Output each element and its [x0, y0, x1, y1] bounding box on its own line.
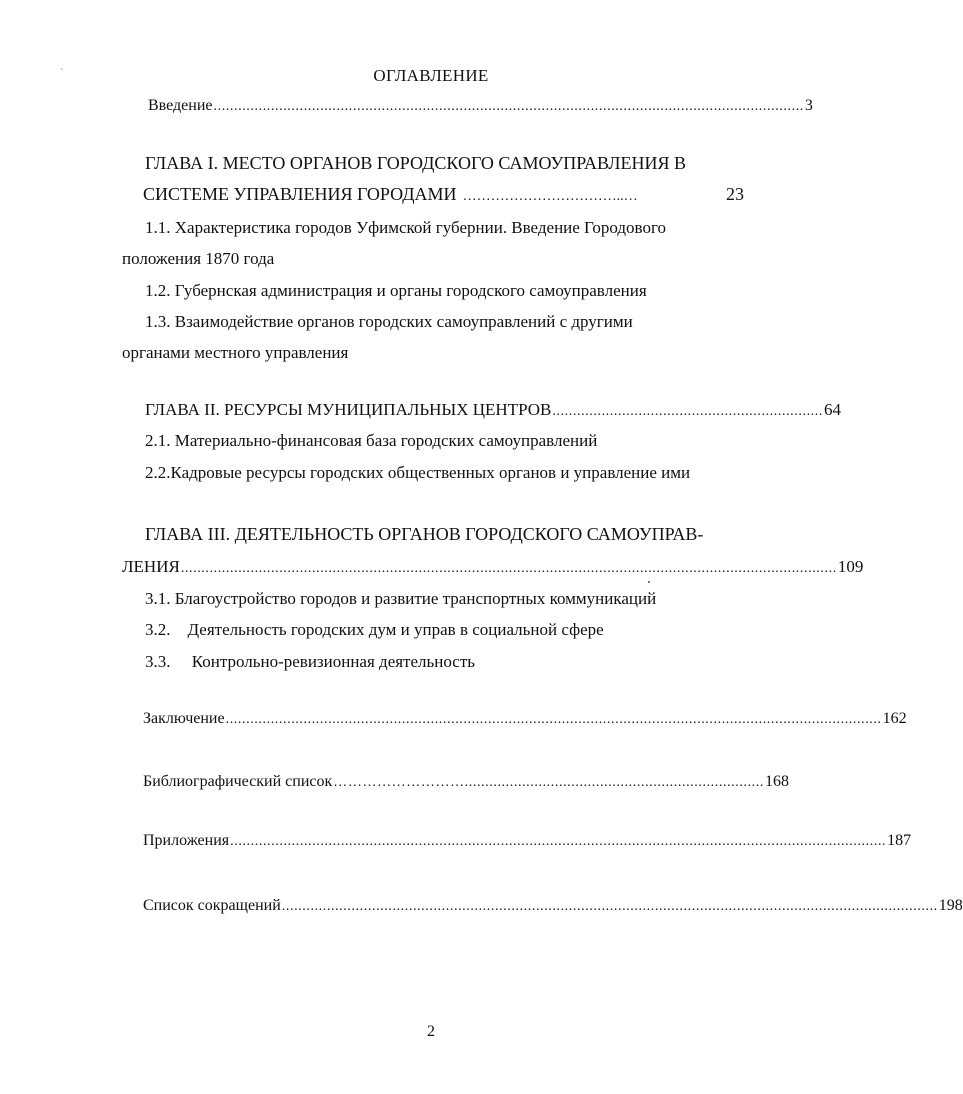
toc-entry-label: Заключение — [143, 710, 225, 727]
toc-entry-page: 187 — [887, 832, 912, 849]
toc-entry-label: ГЛАВА II. РЕСУРСЫ МУНИЦИПАЛЬНЫХ ЦЕНТРОВ — [145, 400, 552, 419]
scan-mark: ` — [60, 68, 64, 79]
toc-entry-page: 168 — [764, 773, 789, 790]
toc-entry-conclusion — [143, 710, 907, 728]
toc-leader-dots: ................................................................................................................................................................ — [230, 834, 887, 849]
toc-entry-label: СИСТЕМЕ УПРАВЛЕНИЯ ГОРОДАМИ — [143, 184, 457, 204]
toc-entry-page: 23 — [726, 184, 744, 204]
toc-leader-dots: ………………………......................................................................... — [333, 775, 764, 790]
toc-entry-page: 109 — [837, 557, 864, 576]
toc-section-2-2: 2.2.Кадровые ресурсы городских общественных органов и управление ими — [145, 463, 691, 482]
toc-chapter-1-line-2 — [143, 184, 744, 205]
toc-section-1-3-line-1: 1.3. Взаимодействие органов городских самоуправлений с другими — [145, 312, 633, 331]
toc-section-1-1-line-2: положения 1870 года — [122, 249, 275, 268]
toc-section-3-2: 3.2. Деятельность городских дум и управ в социальной сфере — [145, 620, 604, 639]
toc-entry-label: Приложения — [143, 832, 230, 849]
toc-leader-dots: ................................................................................................................................................................ — [225, 712, 882, 727]
toc-leader-dots: .................................................................. — [552, 404, 823, 419]
scan-speck — [648, 581, 650, 583]
toc-leader-dots: ................................................................................................................................................................ — [180, 561, 837, 576]
toc-leader-dots: ……………………………..… — [462, 189, 638, 204]
toc-section-1-1-line-1: 1.1. Характеристика городов Уфимской губернии. Введение Городового — [145, 218, 667, 237]
toc-section-3-3: 3.3. Контрольно-ревизионная деятельность — [145, 652, 476, 671]
toc-section-3-1: 3.1. Благоустройство городов и развитие транспортных коммуникаций — [145, 589, 657, 608]
toc-leader-dots: ................................................................................................................................................................ — [281, 899, 938, 914]
toc-chapter-1-line-1: ГЛАВА I. МЕСТО ОРГАНОВ ГОРОДСКОГО САМОУПРАВЛЕНИЯ В — [145, 153, 687, 173]
toc-entry-page: 3 — [804, 97, 813, 114]
toc-entry-page: 64 — [823, 400, 841, 419]
toc-heading: ОГЛАВЛЕНИЕ — [373, 66, 489, 85]
toc-entry-label: Библиографический список — [143, 773, 333, 790]
toc-section-1-2: 1.2. Губернская администрация и органы городского самоуправления — [145, 281, 647, 300]
toc-chapter-3-line-2 — [122, 557, 864, 577]
page-number: 2 — [427, 1023, 435, 1040]
toc-entry-abbreviations — [143, 897, 963, 915]
toc-entry-label: ЛЕНИЯ — [122, 557, 180, 576]
toc-section-1-3-line-2: органами местного управления — [122, 343, 349, 362]
toc-entry-bibliography — [143, 773, 789, 791]
toc-entry-label: Введение — [148, 97, 213, 114]
toc-entry-label: Список сокращений — [143, 897, 281, 914]
toc-leader-dots: ................................................................................................................................................ — [213, 99, 804, 114]
toc-chapter-3-line-1: ГЛАВА III. ДЕЯТЕЛЬНОСТЬ ОРГАНОВ ГОРОДСКОГО САМОУПРАВ- — [145, 524, 704, 544]
toc-chapter-2 — [145, 400, 841, 420]
toc-entry-appendices — [143, 832, 912, 850]
toc-section-2-1: 2.1. Материально-финансовая база городских самоуправлений — [145, 431, 598, 450]
toc-entry-page: 198 — [938, 897, 963, 914]
toc-entry-page: 162 — [882, 710, 907, 727]
toc-entry-introduction — [148, 97, 813, 115]
